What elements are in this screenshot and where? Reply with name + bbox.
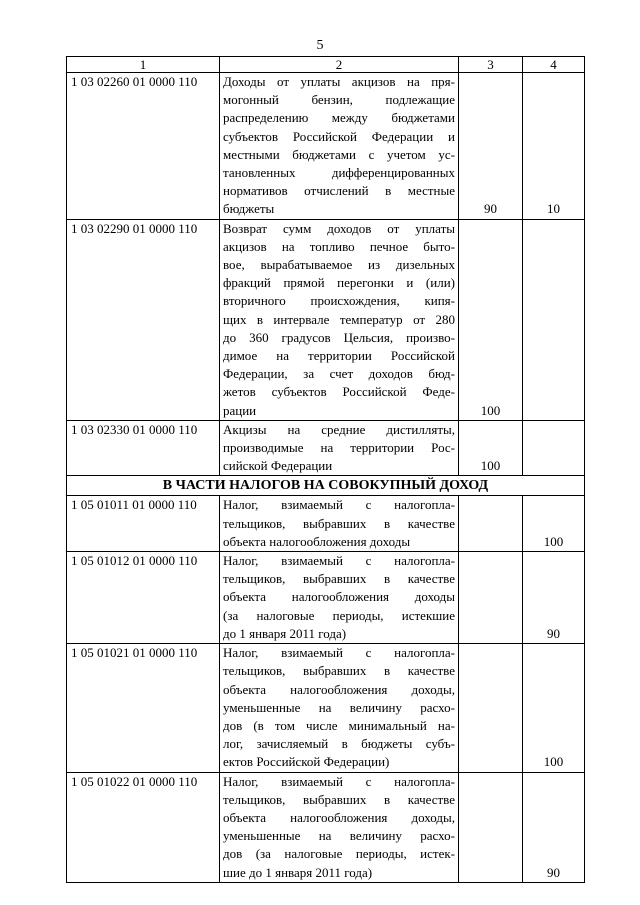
revenue-distribution-table <box>66 56 585 883</box>
table-row <box>67 772 585 882</box>
norm-column-3: 100 <box>459 219 523 420</box>
description-line: щих в интервале температур от 280 <box>223 311 455 327</box>
column-header-3: 3 <box>459 57 523 73</box>
description-line: дов (за налоговые периоды, истек- <box>223 846 455 862</box>
revenue-description <box>220 420 459 476</box>
description-line: Налог, взимаемый с налогопла- <box>223 553 455 569</box>
description-line: до 1 января 2011 года) <box>223 625 347 641</box>
description-line: тельщиков, выбравших в качестве <box>223 663 455 679</box>
revenue-description <box>220 219 459 420</box>
norm-column-3 <box>459 552 523 644</box>
table-row <box>67 496 585 552</box>
description-line: димое на территории Российской <box>223 348 455 364</box>
description-line: тельщиков, выбравших в качестве <box>223 515 455 531</box>
description-line: бюджеты <box>223 201 275 217</box>
description-line: могонный бензин, подлежащие <box>223 92 455 108</box>
description-line: уменьшенные на величину расхо- <box>223 699 455 715</box>
norm-column-4: 90 <box>523 772 585 882</box>
revenue-description <box>220 496 459 552</box>
norm-column-4: 100 <box>523 644 585 772</box>
description-line: ектов Российской Федерации) <box>223 754 390 770</box>
description-line: (за налоговые периоды, истекшие <box>223 607 455 623</box>
norm-column-4: 90 <box>523 552 585 644</box>
norm-column-3 <box>459 772 523 882</box>
norm-column-3: 100 <box>459 420 523 476</box>
budget-code: 1 05 01021 01 0000 110 <box>67 644 220 772</box>
description-line: Налог, взимаемый с налогопла- <box>223 645 455 661</box>
budget-code: 1 05 01011 01 0000 110 <box>67 496 220 552</box>
norm-column-3 <box>459 496 523 552</box>
norm-column-3: 90 <box>459 73 523 220</box>
description-line: рации <box>223 402 257 418</box>
description-line: объекта налогообложения доходы, <box>223 681 455 697</box>
description-line: Акцизы на средние дистилляты, <box>223 421 455 437</box>
budget-code: 1 03 02290 01 0000 110 <box>67 219 220 420</box>
column-header-4: 4 <box>523 57 585 73</box>
norm-column-3 <box>459 644 523 772</box>
description-line: распределению между бюджетами <box>223 110 455 126</box>
table-row <box>67 552 585 644</box>
budget-code: 1 05 01012 01 0000 110 <box>67 552 220 644</box>
table-row <box>67 219 585 420</box>
norm-column-4 <box>523 420 585 476</box>
revenue-description <box>220 73 459 220</box>
description-line: Федерации, за счет доходов бюд- <box>223 366 455 382</box>
table-row <box>67 644 585 772</box>
revenue-description <box>220 644 459 772</box>
description-line: шие до 1 января 2011 года) <box>223 864 373 880</box>
description-line: Налог, взимаемый с налогопла- <box>223 497 455 513</box>
budget-code: 1 03 02260 01 0000 110 <box>67 73 220 220</box>
description-line: уменьшенные на величину расхо- <box>223 828 455 844</box>
table-row <box>67 420 585 476</box>
description-line: акцизов на топливо печное быто- <box>223 238 455 254</box>
revenue-description <box>220 772 459 882</box>
description-line: тельщиков, выбравших в качестве <box>223 791 455 807</box>
description-line: объекта налогообложения доходы, <box>223 809 455 825</box>
description-line: лог, зачисляемый в бюджеты субъ- <box>223 736 455 752</box>
description-line: объекта налогообложения доходы <box>223 533 411 549</box>
description-line: производимые на территории Рос- <box>223 440 455 456</box>
table-row <box>67 73 585 220</box>
description-line: дов (в том числе минимальный на- <box>223 717 455 733</box>
description-line: местными бюджетами с учетом ус- <box>223 146 455 162</box>
description-line: Доходы от уплаты акцизов на пря- <box>223 74 455 89</box>
description-line: объекта налогообложения доходы <box>223 589 455 605</box>
budget-code: 1 05 01022 01 0000 110 <box>67 772 220 882</box>
revenue-description <box>220 552 459 644</box>
description-line: сийской Федерации <box>223 458 333 474</box>
norm-column-4: 100 <box>523 496 585 552</box>
section-title: В ЧАСТИ НАЛОГОВ НА СОВОКУПНЫЙ ДОХОД <box>67 476 585 496</box>
description-line: до 360 градусов Цельсия, произво- <box>223 329 455 345</box>
description-line: вторичного происхождения, кипя- <box>223 293 455 309</box>
budget-code: 1 03 02330 01 0000 110 <box>67 420 220 476</box>
column-header-2: 2 <box>220 57 459 73</box>
description-line: нормативов отчислений в местные <box>223 183 455 199</box>
description-line: фракций прямой перегонки и (или) <box>223 275 455 291</box>
section-header-row <box>67 476 585 496</box>
description-line: субъектов Российской Федерации и <box>223 128 455 144</box>
description-line: вое, вырабатываемое из дизельных <box>223 257 455 273</box>
description-line: жетов субъектов Российской Феде- <box>223 384 455 400</box>
description-line: Возврат сумм доходов от уплаты <box>223 220 455 236</box>
column-header-1: 1 <box>67 57 220 73</box>
description-line: тановленных дифференцированных <box>223 165 455 181</box>
description-line: Налог, взимаемый с налогопла- <box>223 773 455 789</box>
description-line: тельщиков, выбравших в качестве <box>223 571 455 587</box>
column-header-row <box>67 57 585 73</box>
page-number: 5 <box>316 38 324 53</box>
norm-column-4 <box>523 219 585 420</box>
norm-column-4: 10 <box>523 73 585 220</box>
